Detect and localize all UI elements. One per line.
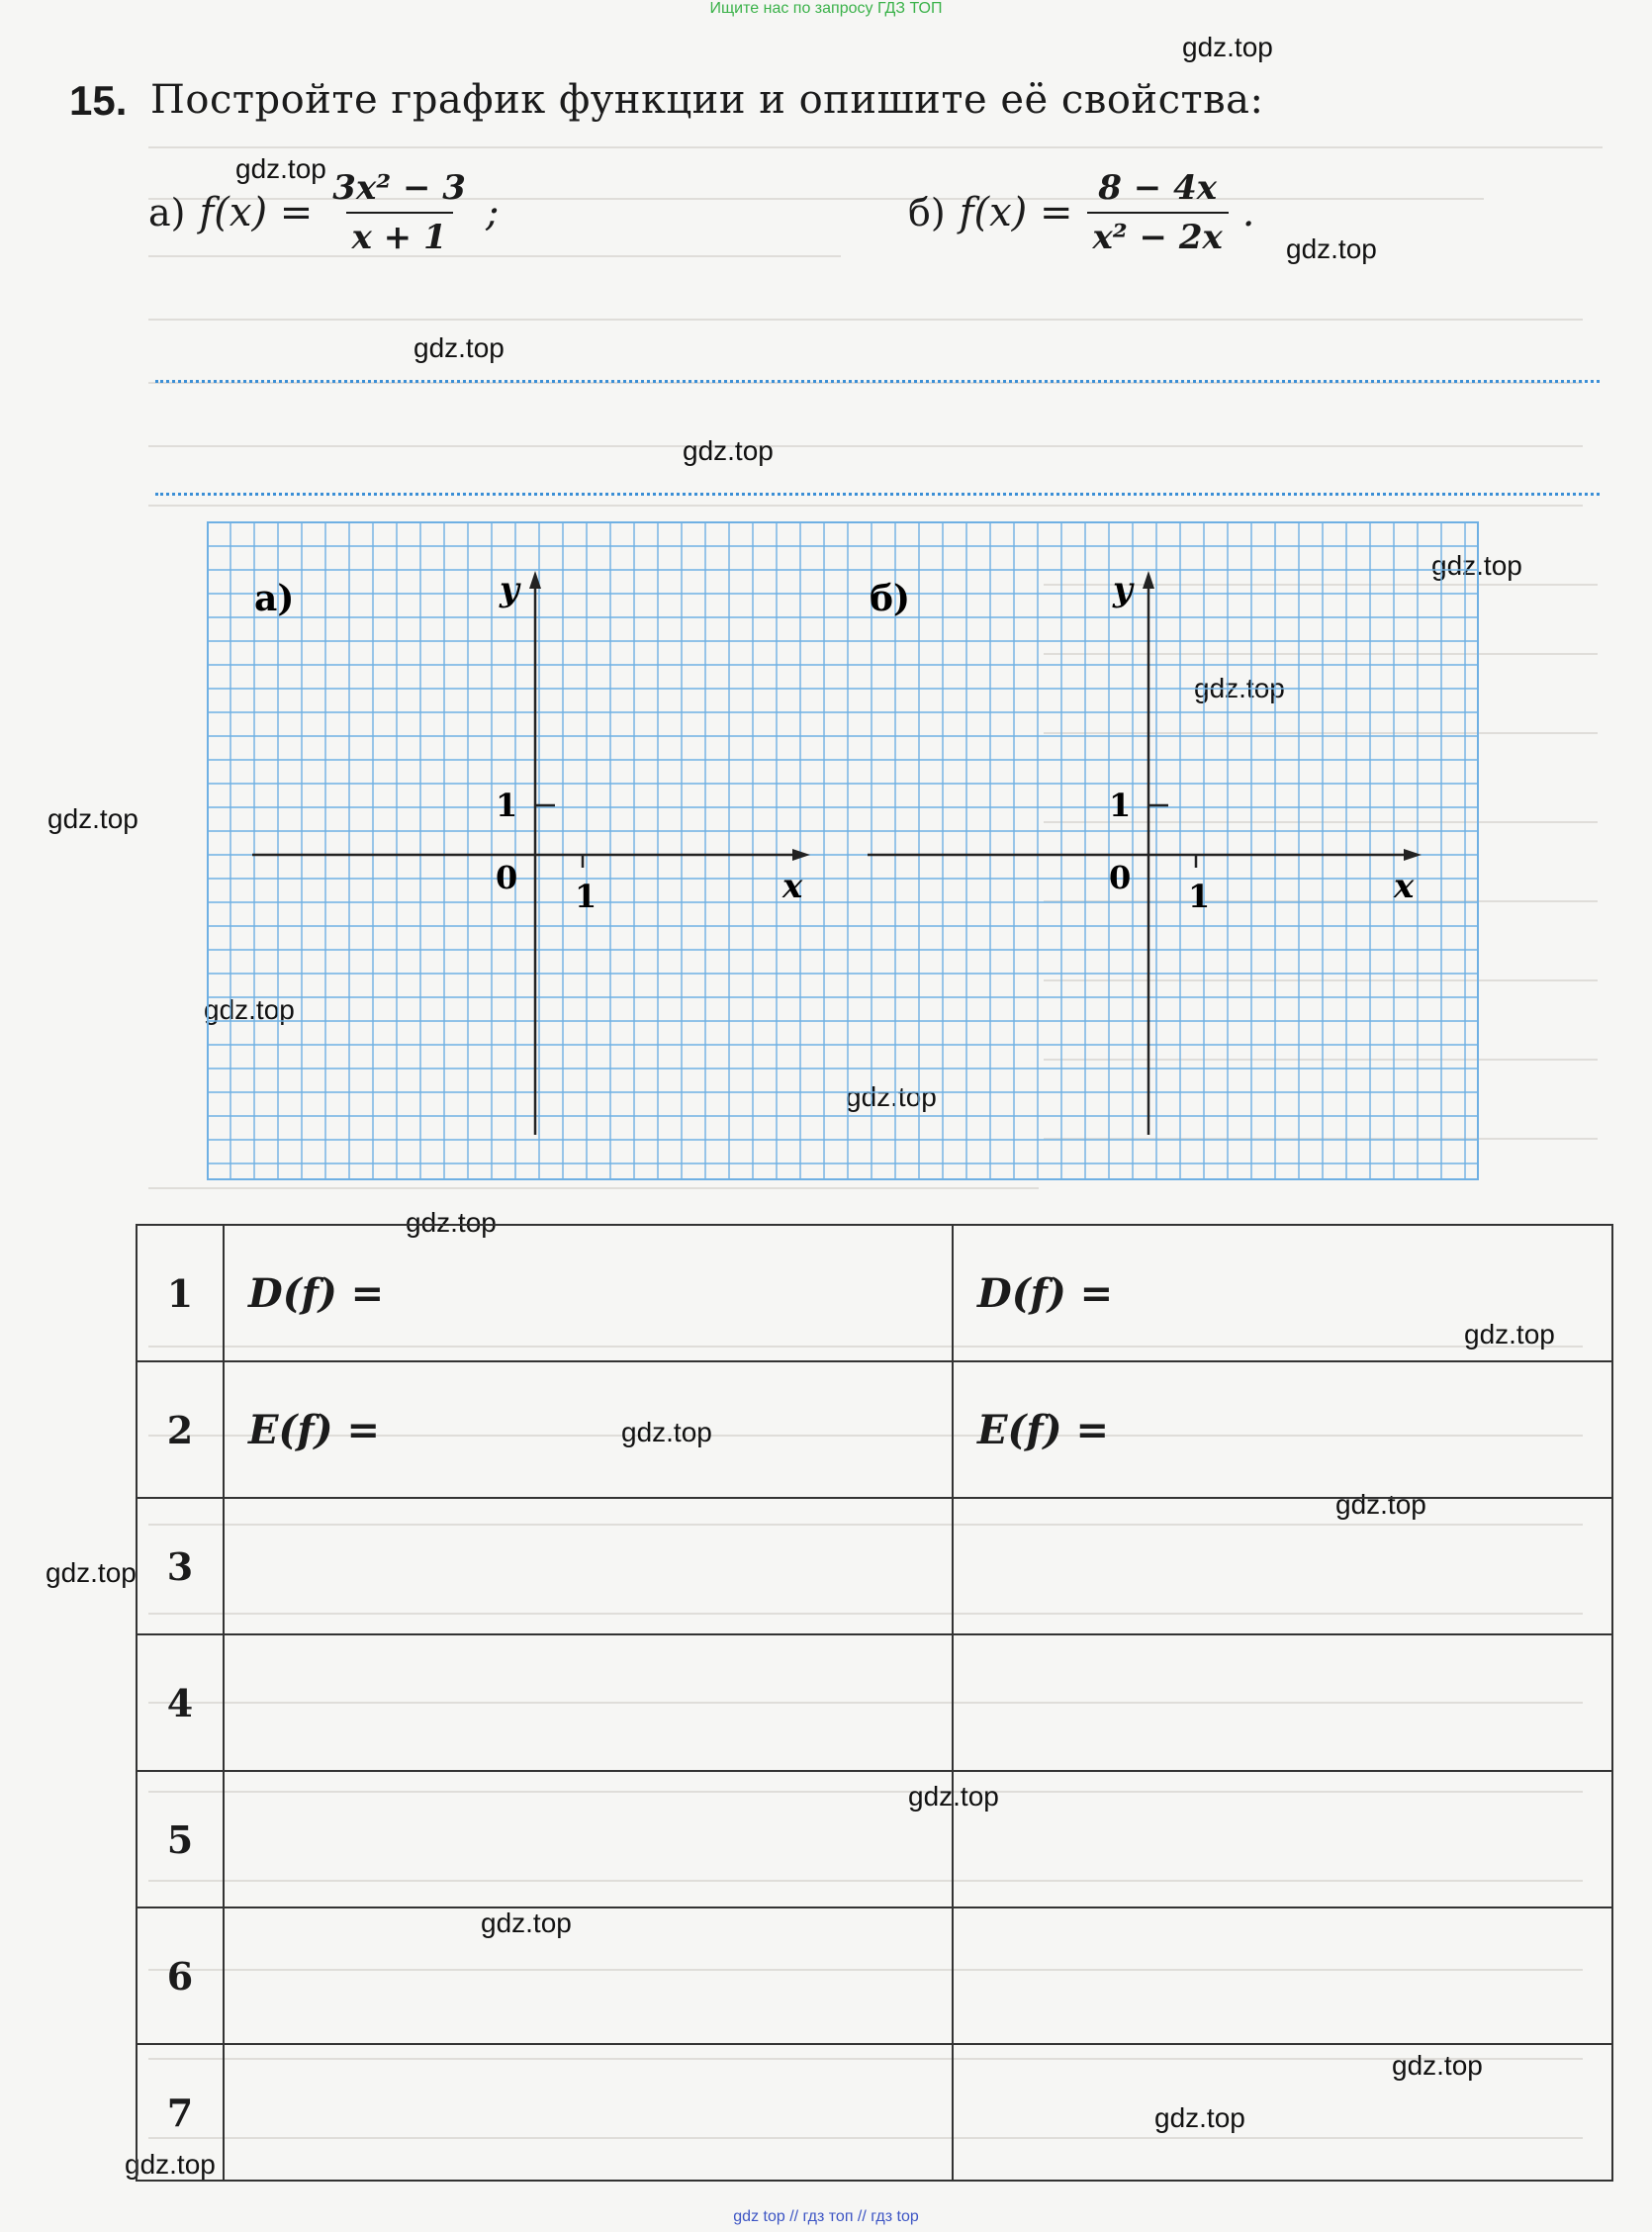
watermark: gdz.top [1464,1319,1555,1349]
origin-label-a: 0 [496,859,518,896]
answer-cell-a[interactable]: E(f) = [224,1361,953,1498]
x-arrow-a [792,849,810,861]
formula-b-denominator: x² − 2x [1087,212,1229,257]
watermark: gdz.top [125,2149,216,2180]
y-arrow-b [1143,571,1154,589]
formula-b [908,168,1255,257]
table-row [137,2044,1612,2181]
watermark: gdz.top [1392,2050,1483,2081]
watermark: gdz.top [46,1557,137,1588]
answer-cell-b[interactable]: D(f) = [953,1225,1612,1361]
formula-a-denominator: x + 1 [346,212,453,257]
x-arrow-b [1404,849,1422,861]
axes-b [868,570,1422,1135]
graph-grid [207,521,1479,1180]
answer-cell-a[interactable] [224,1907,953,2044]
watermark: gdz.top [413,332,505,363]
watermark: gdz.top [1194,673,1285,703]
table-row [137,1225,1612,1361]
x-unit-a: 1 [575,878,597,915]
graph-a-label: а) [254,578,295,619]
answer-line [155,380,1600,383]
formula-b-fraction [1087,168,1229,257]
grid-lines [207,521,1479,1180]
formula-b-end: . [1241,190,1255,235]
formula-a-fraction [326,168,472,257]
table-row [137,1634,1612,1771]
watermark: gdz.top [1286,233,1377,264]
answer-cell-a[interactable] [224,1634,953,1771]
watermark: gdz.top [1335,1489,1426,1520]
part-a-label: а) [148,191,186,234]
answer-cell-b[interactable] [953,2044,1612,2181]
watermark: gdz.top [621,1417,712,1447]
row-number: 2 [137,1361,224,1498]
watermark: gdz.top [204,994,295,1025]
watermark: gdz.top [481,1907,572,1938]
row-number: 6 [137,1907,224,2044]
task-number: 15. [69,77,128,124]
answer-cell-a[interactable] [224,2044,953,2181]
origin-label-b: 0 [1109,859,1132,896]
answer-cell-b[interactable] [953,1634,1612,1771]
part-b-label: б) [908,191,946,234]
table-row [137,1361,1612,1498]
formula-a-lhs: f(x) = [199,190,314,235]
watermark: gdz.top [47,803,138,834]
x-unit-b: 1 [1188,878,1211,915]
y-unit-b: 1 [1109,787,1132,824]
formula-a-numerator: 3x² − 3 [332,168,466,208]
formula-a [148,168,499,257]
answer-line [155,493,1600,496]
watermark: gdz.top [235,153,326,184]
graph-b-label: б) [870,578,911,619]
answer-cell-b[interactable]: E(f) = [953,1361,1612,1498]
watermark: gdz.top [683,435,774,466]
row-number: 7 [137,2044,224,2181]
row-number: 3 [137,1498,224,1634]
bottom-links[interactable]: gdz top // гдз топ // гдз top [733,2208,919,2225]
answer-cell-b[interactable] [953,1498,1612,1634]
formula-a-end: ; [485,190,500,235]
axes-a [252,570,810,1135]
top-search-link[interactable]: Ищите нас по запросу ГДЗ ТОП [709,0,943,17]
row-number: 1 [137,1225,224,1361]
task-statement: Постройте график функции и опишите её свойства: [150,77,1264,123]
answer-cell-b[interactable] [953,1771,1612,1907]
watermark: gdz.top [1431,550,1522,581]
row-number: 5 [137,1771,224,1907]
properties-table [136,1224,1613,2182]
x-label-a: x [782,867,803,906]
table-row [137,1498,1612,1634]
answer-cell-a[interactable] [224,1771,953,1907]
y-label-a: y [500,570,519,609]
formula-b-numerator: 8 − 4x [1098,168,1218,208]
row-number: 4 [137,1634,224,1771]
grid-border [208,522,1478,1179]
formula-b-lhs: f(x) = [959,190,1073,235]
table-row [137,1771,1612,1907]
watermark: gdz.top [1154,2102,1245,2133]
watermark: gdz.top [406,1207,497,1238]
x-label-b: x [1394,867,1415,906]
watermark: gdz.top [846,1081,937,1112]
watermark: gdz.top [908,1781,999,1812]
answer-cell-a[interactable]: D(f) = [224,1225,953,1361]
table-row [137,1907,1612,2044]
answer-cell-a[interactable] [224,1498,953,1634]
y-label-b: y [1113,570,1133,609]
watermark: gdz.top [1182,32,1273,62]
y-unit-a: 1 [496,787,518,824]
answer-cell-b[interactable] [953,1907,1612,2044]
